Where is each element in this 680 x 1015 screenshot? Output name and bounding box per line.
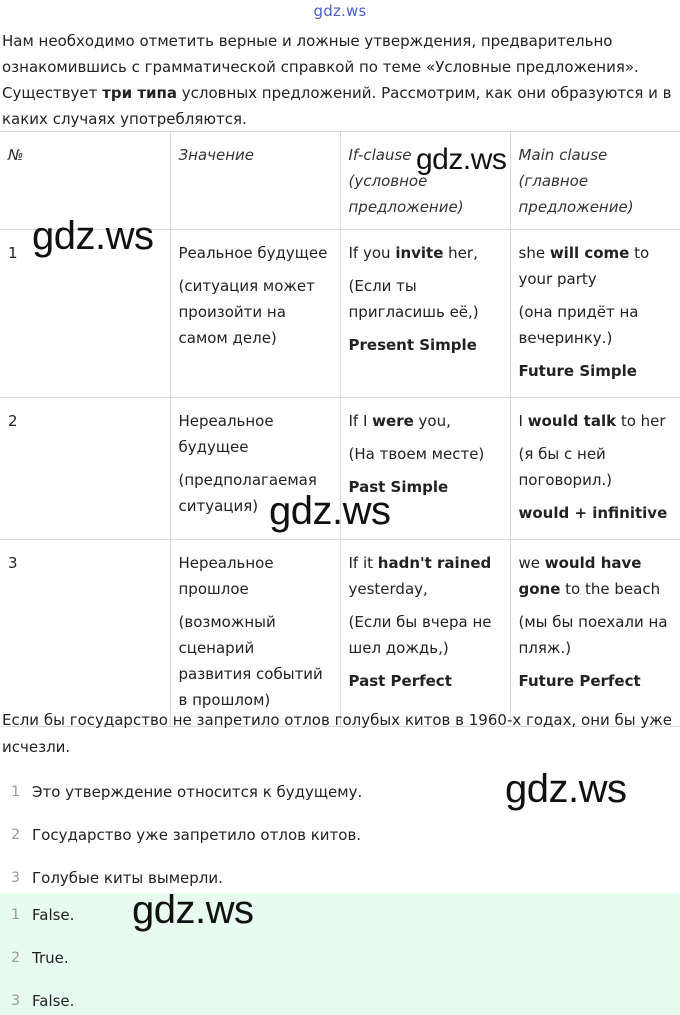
watermark: gdz.ws: [269, 489, 391, 533]
watermark: gdz.ws: [132, 888, 254, 932]
list-item: 1 Это утверждение относится к будущему.: [11, 782, 363, 801]
row-meaning: Нереальное прошлое (возможный сценарий развития событий в прошлом): [170, 540, 340, 727]
watermark: gdz.ws: [32, 214, 154, 258]
list-item: 1 False.: [11, 905, 75, 924]
header-number: №: [0, 132, 170, 230]
question-sentence: Если бы государство не запретило отлов голубых китов в 1960-х годах, они бы уже исчезли.: [2, 711, 673, 756]
intro-text: [2, 28, 678, 132]
list-item: 2 Государство уже запретило отлов китов.: [11, 825, 362, 844]
row-if-clause: If you invite her, (Если ты пригласишь её,) Present Simple: [340, 230, 510, 398]
table-row: [0, 540, 680, 727]
row-main-clause: we would have gone to the beach (мы бы поехали на пляж.) Future Perfect: [510, 540, 680, 727]
header-if-clause: If-clause (условное предложение): [340, 132, 510, 230]
row-number: 3: [0, 540, 170, 727]
list-item: 3 False.: [11, 991, 75, 1010]
intro-line-2: Существует три типа условных предложений. Рассмотрим, как они образуются и в каких случаях употребляются.: [2, 84, 672, 128]
watermark: gdz.ws: [416, 143, 507, 176]
row-main-clause: I would talk to her (я бы с ней поговорил.) would + infinitive: [510, 398, 680, 540]
intro-line-1: Нам необходимо отметить верные и ложные утверждения, предварительно ознакомившись с грамматической справкой по теме «Условные предложения».: [2, 32, 639, 76]
row-number: 1: [0, 230, 170, 398]
intro-emphasis: три типа: [102, 84, 178, 102]
answers-list: [0, 893, 680, 1015]
row-if-clause: If it hadn't rained yesterday, (Если бы вчера не шел дождь,) Past Perfect: [340, 540, 510, 727]
row-meaning: Реальное будущее (ситуация может произойти на самом деле): [170, 230, 340, 398]
row-meaning: Нереальное будущее (предполагаемая ситуация): [170, 398, 340, 540]
list-item: 3 Голубые киты вымерли.: [11, 868, 223, 887]
row-if-clause: If I were you, (На твоем месте) Past Simple: [340, 398, 510, 540]
list-item: 2 True.: [11, 948, 69, 967]
header-meaning: Значение: [170, 132, 340, 230]
row-number: 2: [0, 398, 170, 540]
site-watermark-top: gdz.ws: [313, 2, 367, 20]
row-main-clause: she will come to your party (она придёт на вечеринку.) Future Simple: [510, 230, 680, 398]
watermark: gdz.ws: [505, 767, 627, 811]
header-main-clause: Main clause (главное предложение): [510, 132, 680, 230]
